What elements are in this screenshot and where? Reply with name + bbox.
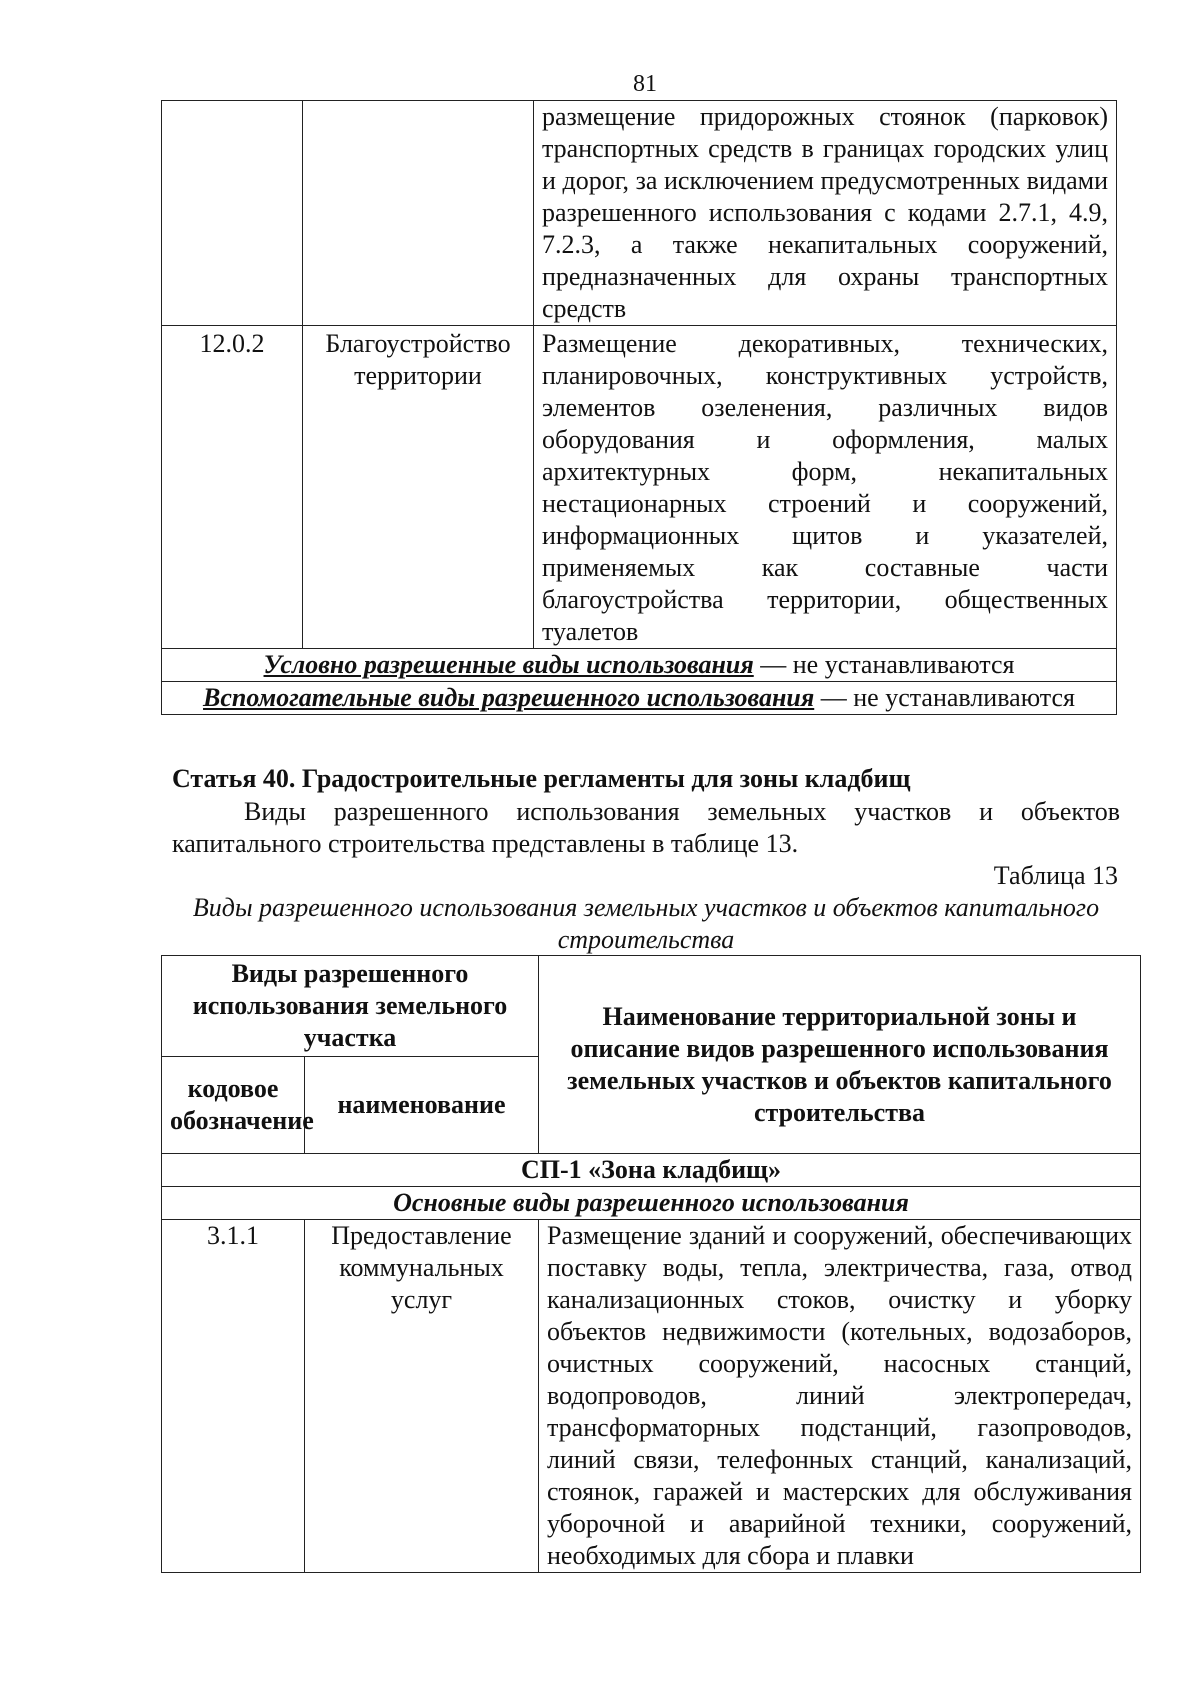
main-uses-row xyxy=(162,1187,1141,1220)
description-cell: Размещение зданий и сооружений, обеспечивающих поставку воды, тепла, электричества, газа, отвод канализационных стоков, очистку и уборку объектов недвижимости (котельных, водозаборов, очистных сооружений, насосных станций, водопроводов, линий электропередач, трансформаторных подстанций, газопроводов, линий связи, телефонных станций, канализаций, стоянок, гаражей и мастерских для обслуживания уборочной и аварийной техники, сооружений, необходимых для сбора и плавки xyxy=(539,1220,1141,1573)
cemetery-zone-table xyxy=(161,955,1141,1573)
auxiliary-uses-row xyxy=(162,682,1117,715)
land-use-table-continued xyxy=(161,100,1117,715)
conditional-uses-cell xyxy=(162,649,1117,682)
article-paragraph: Виды разрешенного использования земельных участков и объектов капитального строительства представлены в таблице 13. xyxy=(172,797,1120,858)
header-group-cell: Виды разрешенного использования земельного участка xyxy=(162,956,539,1057)
name-cell: Благоустройство территории xyxy=(303,326,534,649)
code-cell: 3.1.1 xyxy=(162,1220,305,1573)
table-row xyxy=(162,1220,1141,1573)
auxiliary-uses-cell xyxy=(162,682,1117,715)
article-heading: Статья 40. Градостроительные регламенты для зоны кладбищ xyxy=(172,764,911,793)
header-name-cell: наименование xyxy=(305,1057,539,1154)
name-cell: Предоставление коммунальных услуг xyxy=(305,1220,539,1573)
conditional-uses-value: — не устанавливаются xyxy=(753,650,1015,679)
table-header-row xyxy=(162,956,1141,1057)
zone-row xyxy=(162,1154,1141,1187)
description-cell: размещение придорожных стоянок (парковок) транспортных средств в границах городских улиц и дорог, за исключением предусмотренных видами разрешенного использования с кодами 2.7.1, 4.9, 7.2.3, а также некапитальных сооружений, предназначенных для охраны транспортных средств xyxy=(534,101,1117,326)
zone-cell: СП-1 «Зона кладбищ» xyxy=(162,1154,1141,1187)
page-number: 81 xyxy=(633,71,657,97)
name-cell xyxy=(303,101,534,326)
conditional-uses-row xyxy=(162,649,1117,682)
code-cell xyxy=(162,101,303,326)
header-description-cell: Наименование территориальной зоны и описание видов разрешенного использования земельных участков и объектов капитального строительства xyxy=(539,956,1141,1154)
code-cell: 12.0.2 xyxy=(162,326,303,649)
table-row xyxy=(162,101,1117,326)
main-uses-cell: Основные виды разрешенного использования xyxy=(162,1187,1141,1220)
auxiliary-uses-label: Вспомогательные виды разрешенного использования xyxy=(203,683,815,712)
table-caption: Виды разрешенного использования земельных участков и объектов капитального строительства xyxy=(192,893,1100,954)
table-label: Таблица 13 xyxy=(993,861,1118,890)
description-cell: Размещение декоративных, технических, планировочных, конструктивных устройств, элементов озеленения, различных видов оборудования и оформления, малых архитектурных форм, некапитальных нестационарных строений и сооружений, информационных щитов и указателей, применяемых как составные части благоустройства территории, общественных туалетов xyxy=(534,326,1117,649)
table-row xyxy=(162,326,1117,649)
header-code-cell: кодовое обозначение xyxy=(162,1057,305,1154)
conditional-uses-label: Условно разрешенные виды использования xyxy=(263,650,754,679)
auxiliary-uses-value: — не устанавливаются xyxy=(814,683,1075,712)
